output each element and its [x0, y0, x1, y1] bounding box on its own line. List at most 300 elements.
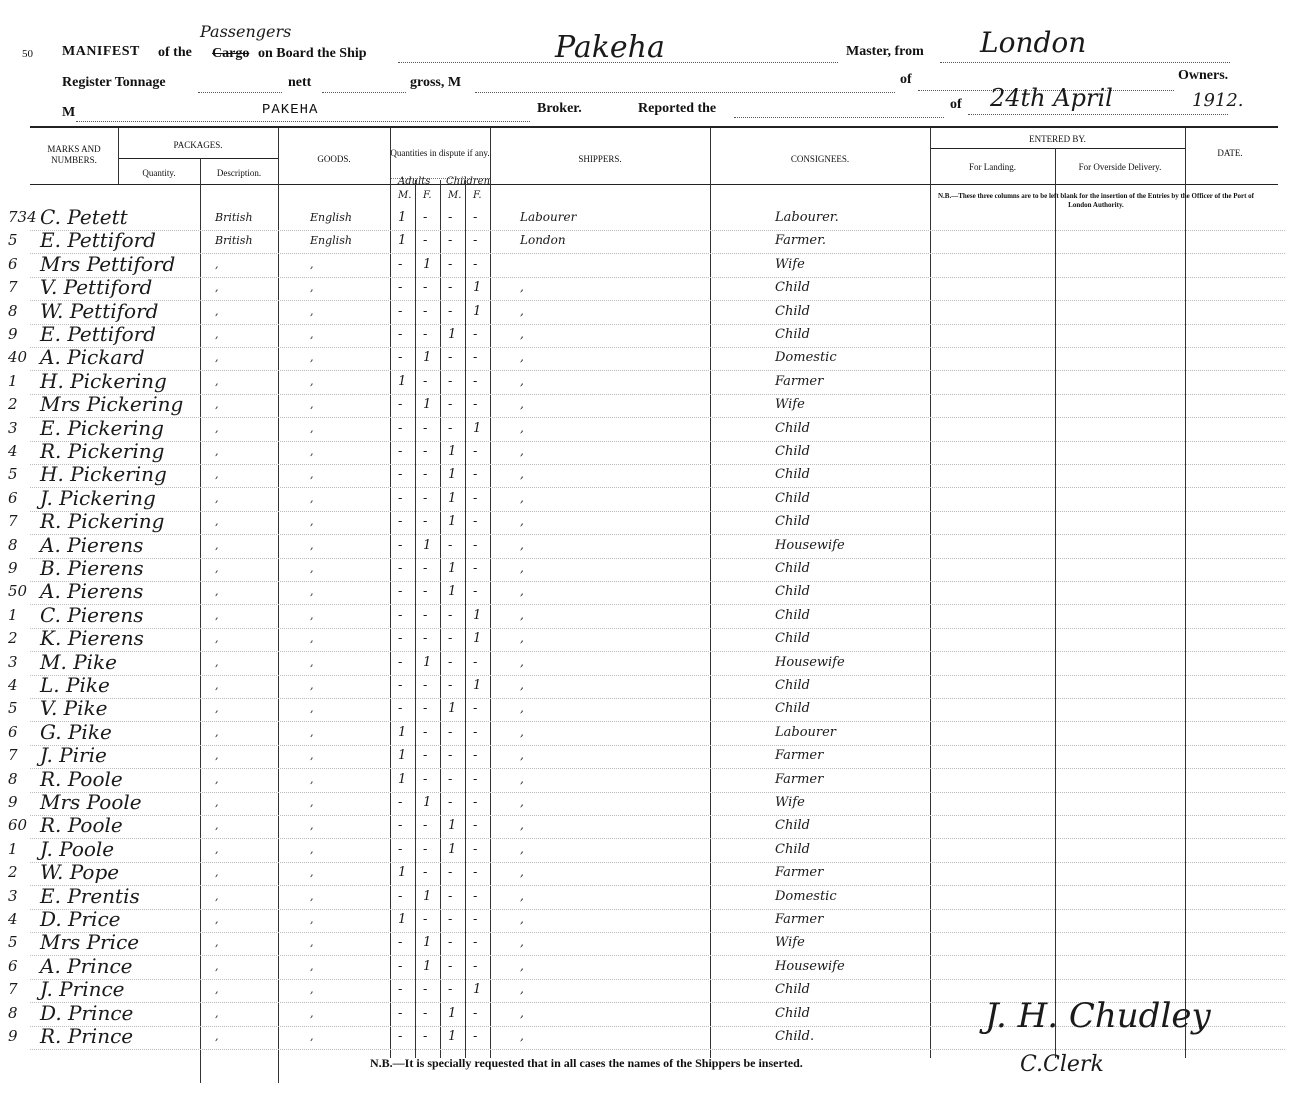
row-number: 1: [8, 605, 18, 624]
consignee-cell: Housewife: [775, 958, 845, 974]
nationality-cell: ,: [215, 959, 219, 973]
adult-female-cell: -: [423, 584, 428, 600]
row-number: 5: [8, 933, 18, 952]
row-number: 40: [8, 348, 28, 367]
consignee-cell: Wife: [775, 795, 805, 810]
passenger-name: A. Prince: [40, 953, 133, 978]
on-board-label: on Board the Ship: [258, 46, 367, 61]
child-male-cell: 1: [448, 841, 457, 857]
child-female-cell: 1: [473, 982, 482, 998]
child-female-label: F.: [473, 190, 482, 201]
child-male-cell: 1: [448, 818, 457, 834]
nationality-cell: ,: [215, 936, 219, 950]
table-row: [0, 346, 1295, 369]
child-female-cell: -: [473, 912, 478, 927]
child-female-cell: 1: [473, 678, 482, 693]
passenger-name: M. Pike: [40, 649, 118, 674]
child-female-cell: -: [473, 771, 478, 787]
adult-female-cell: -: [423, 678, 428, 693]
shipper-cell: ,: [520, 444, 524, 458]
page-number: 50: [22, 48, 33, 60]
adult-male-cell: 1: [398, 373, 407, 389]
consignee-cell: Child: [775, 327, 810, 342]
child-male-cell: 1: [448, 467, 457, 483]
consignee-cell: Farmer: [775, 865, 824, 881]
nationality-cell: ,: [215, 913, 219, 926]
child-female-cell: -: [473, 1005, 478, 1021]
shipper-cell: ,: [520, 888, 524, 903]
goods-cell: ,: [310, 866, 314, 880]
passenger-name: E. Pettiford: [40, 322, 156, 346]
child-female-cell: 1: [473, 607, 482, 623]
consignee-cell: Labourer.: [775, 210, 839, 225]
manifest-label: MANIFEST: [62, 44, 140, 59]
adult-male-cell: -: [398, 467, 403, 483]
child-female-cell: -: [473, 958, 478, 974]
child-female-cell: -: [473, 467, 478, 483]
goods-cell: ,: [310, 374, 314, 388]
report-date: 24th April: [990, 84, 1113, 112]
row-rule: [30, 1049, 1285, 1050]
child-male-cell: -: [448, 537, 453, 553]
child-female-cell: -: [473, 444, 478, 459]
table-row: [0, 791, 1295, 814]
child-male-cell: -: [448, 350, 453, 366]
child-female-cell: -: [473, 748, 478, 764]
shipper-cell: ,: [520, 771, 524, 786]
adult-female-cell: -: [423, 912, 428, 927]
child-female-cell: -: [473, 537, 478, 553]
consignee-cell: Housewife: [775, 654, 845, 670]
shipper-cell: ,: [520, 490, 524, 505]
col-entered-by: ENTERED BY.: [1029, 134, 1086, 144]
nationality-cell: ,: [215, 632, 219, 646]
adult-male-cell: -: [398, 701, 403, 717]
row-number: 1: [8, 839, 18, 858]
adult-male-cell: -: [398, 631, 403, 647]
nationality-cell: ,: [215, 842, 219, 856]
nationality-cell: ,: [215, 866, 219, 880]
child-female-cell: -: [473, 865, 478, 881]
child-male-cell: -: [448, 982, 453, 998]
child-female-cell: -: [473, 701, 478, 717]
passenger-name: C. Pierens: [40, 602, 144, 627]
adult-female-cell: -: [423, 982, 428, 998]
goods-cell: ,: [310, 304, 314, 318]
adult-male-label: M.: [398, 190, 412, 201]
goods-cell: ,: [310, 398, 314, 412]
adult-male-cell: -: [398, 678, 403, 693]
table-row: [0, 206, 1295, 229]
col-packages: PACKAGES.: [173, 140, 223, 150]
consignee-cell: Child: [775, 678, 810, 693]
col-consignees: CONSIGNEES.: [790, 154, 850, 164]
goods-cell: ,: [310, 351, 314, 365]
passenger-name: E. Prentis: [40, 883, 140, 908]
goods-cell: ,: [310, 655, 314, 669]
shipper-cell: ,: [520, 958, 524, 973]
adult-female-cell: -: [423, 841, 428, 857]
passenger-name: V. Pike: [40, 696, 108, 721]
goods-cell: ,: [310, 913, 314, 926]
consignee-cell: Domestic: [775, 888, 837, 904]
adult-male-cell: -: [398, 561, 403, 576]
passenger-name: J. Prince: [40, 977, 125, 1002]
row-number: 9: [8, 1027, 18, 1045]
consignee-cell: Farmer: [775, 912, 824, 927]
child-male-cell: -: [448, 397, 453, 413]
row-number: 2: [8, 395, 18, 414]
shipper-cell: ,: [520, 748, 524, 763]
passenger-name: D. Prince: [40, 1000, 134, 1025]
table-row: [0, 393, 1295, 416]
col-disputes: Quantities in dispute if any.: [390, 148, 490, 158]
row-number: 3: [8, 886, 18, 905]
child-male-cell: -: [448, 631, 453, 647]
shipper-cell: ,: [520, 841, 524, 856]
passenger-name: E. Pickering: [40, 415, 164, 440]
child-male-cell: -: [448, 724, 453, 740]
goods-cell: ,: [310, 936, 314, 950]
passenger-name: R. Poole: [40, 813, 123, 838]
col-marks: MARKS AND NUMBERS.: [47, 144, 101, 165]
shipper-cell: ,: [520, 514, 524, 529]
passenger-name: E. Pettiford: [40, 228, 156, 253]
goods-cell: ,: [310, 819, 314, 833]
shipper-cell: ,: [520, 724, 524, 739]
consignee-cell: Wife: [775, 397, 805, 413]
goods-cell: ,: [310, 679, 314, 692]
shipper-cell: ,: [520, 654, 524, 669]
nationality-cell: ,: [215, 562, 219, 575]
adult-female-cell: 1: [423, 397, 432, 413]
shipper-cell: ,: [520, 303, 524, 318]
passenger-name: J. Pirie: [40, 743, 107, 768]
shipper-cell: ,: [520, 795, 524, 809]
goods-cell: ,: [310, 538, 314, 552]
consignee-cell: Child: [775, 841, 810, 857]
child-male-cell: -: [448, 912, 453, 927]
passenger-name: A. Pickard: [40, 345, 145, 370]
shipper-cell: London: [520, 233, 566, 248]
adult-male-cell: -: [398, 795, 403, 810]
child-male-label: M.: [448, 190, 462, 201]
child-female-cell: -: [473, 210, 478, 225]
child-male-cell: 1: [448, 701, 457, 717]
row-number: 9: [8, 325, 18, 343]
adult-male-cell: -: [398, 935, 403, 951]
nationality-cell: ,: [215, 445, 219, 458]
adult-female-cell: -: [423, 514, 428, 530]
passenger-name: Mrs Price: [40, 930, 140, 955]
reported-label: Reported the: [638, 101, 717, 116]
passenger-name: G. Pike: [40, 719, 112, 744]
adult-female-cell: -: [423, 420, 428, 436]
child-male-cell: -: [448, 210, 453, 225]
nationality-cell: British: [215, 234, 253, 248]
row-number: 3: [8, 652, 18, 671]
shipper-cell: ,: [520, 420, 524, 435]
adult-female-cell: 1: [423, 256, 432, 272]
nationality-cell: ,: [215, 538, 219, 552]
shipper-cell: ,: [520, 982, 524, 997]
shipper-cell: ,: [520, 607, 524, 622]
consignee-cell: Child: [775, 514, 810, 530]
consignee-cell: Child.: [775, 1029, 815, 1044]
goods-cell: ,: [310, 772, 314, 786]
adult-male-cell: 1: [398, 233, 407, 249]
child-male-cell: 1: [448, 1029, 457, 1044]
passenger-name: J. Pickering: [40, 485, 156, 510]
child-female-cell: -: [473, 350, 478, 366]
table-row: [0, 627, 1295, 650]
col-for-overside: For Overside Delivery.: [1078, 162, 1162, 172]
adult-female-cell: -: [423, 303, 428, 319]
child-female-cell: -: [473, 327, 478, 342]
passenger-name: D. Price: [40, 907, 121, 931]
adult-male-cell: -: [398, 654, 403, 670]
goods-cell: ,: [310, 515, 314, 529]
consignee-cell: Child: [775, 1005, 810, 1021]
nationality-cell: ,: [215, 351, 219, 365]
table-row: [0, 697, 1295, 720]
row-number: 4: [8, 676, 18, 694]
table-row: [0, 955, 1295, 978]
adult-male-cell: 1: [398, 210, 407, 225]
row-number: 50: [8, 582, 28, 601]
consignee-cell: Child: [775, 280, 810, 296]
consignee-cell: Child: [775, 561, 810, 576]
shipper-cell: ,: [520, 561, 524, 575]
nationality-cell: ,: [215, 1006, 219, 1020]
goods-cell: ,: [310, 257, 314, 271]
row-number: 9: [8, 793, 18, 811]
goods-cell: ,: [310, 702, 314, 716]
adult-male-cell: -: [398, 303, 403, 319]
consignee-cell: Farmer: [775, 748, 824, 764]
child-male-cell: -: [448, 420, 453, 436]
shipper-cell: ,: [520, 584, 524, 599]
adult-female-cell: -: [423, 607, 428, 623]
nationality-cell: ,: [215, 702, 219, 716]
adult-male-cell: -: [398, 420, 403, 436]
adult-male-cell: -: [398, 280, 403, 296]
passenger-name: R. Pickering: [40, 439, 165, 463]
passenger-name: A. Pierens: [40, 579, 144, 604]
row-number: 8: [8, 301, 18, 320]
child-male-cell: -: [448, 303, 453, 319]
adult-male-cell: -: [398, 514, 403, 530]
shipper-cell: ,: [520, 631, 524, 646]
passenger-name: Mrs Pettiford: [40, 251, 176, 276]
consignee-cell: Farmer.: [775, 233, 827, 249]
nationality-cell: ,: [215, 725, 219, 739]
row-number: 7: [8, 278, 18, 297]
row-number: 60: [8, 816, 28, 835]
adult-female-cell: 1: [423, 958, 432, 974]
goods-cell: ,: [310, 421, 314, 435]
adult-female-cell: -: [423, 561, 428, 576]
passenger-name: L. Pike: [40, 673, 110, 697]
passenger-name: V. Pettiford: [40, 275, 153, 300]
adult-male-cell: -: [398, 350, 403, 366]
goods-cell: ,: [310, 468, 314, 482]
passenger-name: H. Pickering: [40, 368, 167, 393]
consignee-cell: Child: [775, 584, 810, 600]
adult-male-cell: -: [398, 537, 403, 553]
m-label: M: [62, 105, 76, 120]
table-row: [0, 838, 1295, 861]
nationality-cell: ,: [215, 515, 219, 529]
adult-male-cell: 1: [398, 724, 407, 740]
table-row: [0, 604, 1295, 627]
consignee-cell: Child: [775, 467, 810, 483]
child-male-cell: -: [448, 935, 453, 951]
row-number: 1: [8, 371, 18, 390]
adult-male-cell: 1: [398, 912, 407, 927]
adult-female-cell: -: [423, 210, 428, 225]
consignee-cell: Child: [775, 631, 810, 647]
passenger-name: R. Prince: [40, 1024, 134, 1048]
child-male-cell: -: [448, 654, 453, 670]
child-male-cell: -: [448, 958, 453, 974]
consignee-cell: Child: [775, 490, 810, 506]
adult-male-cell: -: [398, 584, 403, 600]
table-row: [0, 300, 1295, 323]
table-row: [0, 276, 1295, 299]
child-female-cell: -: [473, 935, 478, 951]
ship-stamp: PAKEHA: [262, 102, 319, 118]
shipper-cell: ,: [520, 327, 524, 341]
passengers-inserted: Passengers: [200, 22, 292, 41]
child-male-cell: -: [448, 678, 453, 693]
child-female-cell: -: [473, 888, 478, 904]
passenger-name: Mrs Poole: [40, 790, 142, 814]
table-row: [0, 744, 1295, 767]
passenger-name: R. Pickering: [40, 509, 165, 534]
nationality-cell: ,: [215, 772, 219, 786]
of2-label: of: [950, 97, 962, 112]
broker-label: Broker.: [537, 101, 582, 116]
goods-cell: ,: [310, 445, 314, 458]
row-number: 7: [8, 746, 18, 765]
table-row: [0, 253, 1295, 276]
child-male-cell: -: [448, 373, 453, 389]
nationality-cell: ,: [215, 679, 219, 692]
adult-female-cell: 1: [423, 888, 432, 904]
child-female-cell: -: [473, 654, 478, 670]
adult-female-cell: -: [423, 327, 428, 342]
shipper-cell: ,: [520, 865, 524, 880]
table-row: [0, 651, 1295, 674]
nationality-cell: ,: [215, 491, 219, 505]
adult-female-cell: -: [423, 818, 428, 834]
adult-male-cell: -: [398, 1005, 403, 1021]
nett-label: nett: [288, 75, 312, 90]
adult-male-cell: -: [398, 958, 403, 974]
row-number: 2: [8, 863, 18, 882]
child-female-cell: -: [473, 1029, 478, 1044]
consignee-cell: Wife: [775, 256, 805, 272]
register-tonnage-label: Register Tonnage: [62, 75, 166, 90]
col-description: Description.: [216, 168, 262, 178]
nationality-cell: ,: [215, 328, 219, 341]
table-row: [0, 814, 1295, 837]
adult-female-cell: -: [423, 467, 428, 483]
nationality-cell: ,: [215, 304, 219, 318]
shipper-cell: ,: [520, 701, 524, 716]
goods-cell: ,: [310, 1030, 314, 1043]
nationality-cell: ,: [215, 398, 219, 412]
adult-male-cell: -: [398, 1029, 403, 1044]
col-shippers: SHIPPERS.: [578, 154, 622, 164]
consignee-cell: Housewife: [775, 537, 845, 553]
nb-columns-note: N.B.—These three columns are to be left blank for the insertion of the Entries by the Officer of the Port of London Authority.: [938, 192, 1254, 209]
row-number: 734: [8, 208, 37, 226]
goods-cell: ,: [310, 725, 314, 739]
consignee-cell: Farmer: [775, 771, 824, 787]
row-number: 6: [8, 254, 18, 273]
child-male-cell: 1: [448, 514, 457, 530]
row-number: 4: [8, 442, 18, 460]
shipper-cell: ,: [520, 397, 524, 412]
child-male-cell: -: [448, 865, 453, 881]
child-male-cell: 1: [448, 444, 457, 459]
table-row: [0, 463, 1295, 486]
child-female-cell: -: [473, 584, 478, 600]
row-number: 5: [8, 231, 18, 250]
col-goods: GOODS.: [317, 154, 351, 164]
shipper-cell: ,: [520, 1029, 524, 1043]
child-male-cell: -: [448, 233, 453, 249]
goods-cell: ,: [310, 585, 314, 599]
shipper-cell: ,: [520, 537, 524, 552]
adult-female-cell: -: [423, 631, 428, 647]
adult-male-cell: 1: [398, 771, 407, 787]
adult-female-cell: -: [423, 865, 428, 881]
table-row: [0, 323, 1295, 346]
consignee-cell: Labourer: [775, 724, 837, 740]
table-row: [0, 674, 1295, 697]
adult-male-cell: -: [398, 888, 403, 904]
row-number: 8: [8, 1003, 18, 1022]
child-male-cell: -: [448, 771, 453, 787]
goods-cell: ,: [310, 491, 314, 505]
child-female-cell: -: [473, 373, 478, 389]
shipper-cell: Labourer: [520, 210, 577, 224]
adult-male-cell: -: [398, 841, 403, 857]
shipper-cell: ,: [520, 1005, 524, 1020]
table-row: [0, 931, 1295, 954]
child-male-cell: -: [448, 795, 453, 810]
child-male-cell: 1: [448, 327, 457, 342]
adult-male-cell: -: [398, 982, 403, 998]
table-row: [0, 885, 1295, 908]
adult-male-cell: -: [398, 490, 403, 506]
shipper-cell: ,: [520, 373, 524, 388]
adult-female-cell: -: [423, 233, 428, 249]
adult-male-cell: 1: [398, 748, 407, 764]
goods-cell: ,: [310, 749, 314, 763]
table-row: [0, 861, 1295, 884]
of-label: of: [900, 72, 912, 87]
adult-female-cell: -: [423, 1029, 428, 1044]
row-number: 9: [8, 559, 18, 577]
adult-male-cell: -: [398, 256, 403, 272]
row-number: 7: [8, 512, 18, 531]
adult-male-cell: -: [398, 444, 403, 459]
consignee-cell: Child: [775, 444, 810, 459]
